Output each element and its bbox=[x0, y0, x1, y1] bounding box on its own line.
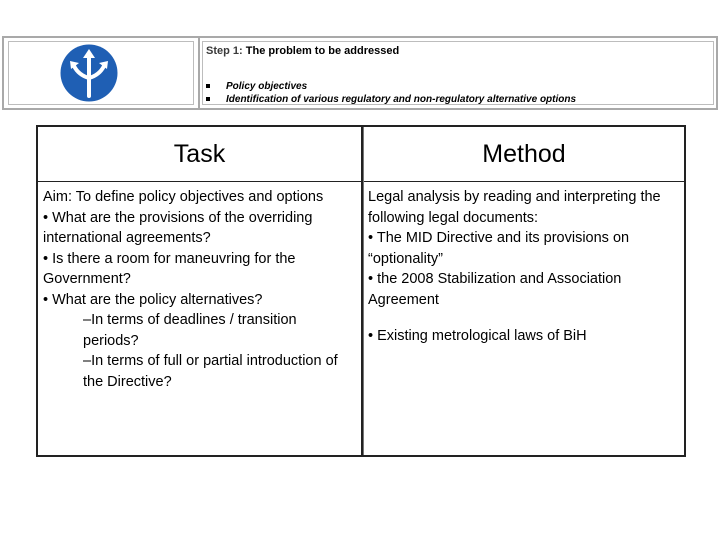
banner-icon-panel bbox=[4, 38, 200, 108]
task-line: • What are the provisions of the overriding international agreements? bbox=[43, 209, 313, 246]
step-label: Step 1: bbox=[206, 45, 243, 57]
method-line: • the 2008 Stabilization and Association Agreement bbox=[368, 271, 622, 308]
step-title: The problem to be addressed bbox=[245, 45, 400, 57]
task-cell bbox=[43, 187, 355, 392]
header-banner bbox=[2, 36, 718, 110]
method-header: Method bbox=[482, 139, 566, 168]
method-cell bbox=[368, 187, 680, 347]
task-subline: –In terms of full or partial introduction of the Directive? bbox=[83, 353, 338, 390]
task-line: Aim: To define policy objectives and options bbox=[43, 189, 324, 205]
directions-sign-icon bbox=[58, 42, 120, 104]
task-line: • What are the policy alternatives? bbox=[43, 291, 263, 308]
method-line: • The MID Directive and its provisions on “optionality” bbox=[368, 230, 630, 267]
step-heading bbox=[206, 45, 399, 57]
objective-item: Policy objectives bbox=[206, 80, 576, 93]
task-header: Task bbox=[173, 139, 226, 168]
task-subline: –In terms of deadlines / transition periods? bbox=[83, 312, 297, 349]
task-line: • Is there a room for maneuvring for the Government? bbox=[43, 250, 296, 287]
method-line: • Existing metrological laws of BiH bbox=[368, 328, 587, 344]
banner-text-panel bbox=[200, 38, 716, 108]
objective-list bbox=[206, 80, 576, 106]
method-line: Legal analysis by reading and interpreting the following legal documents: bbox=[368, 189, 661, 226]
task-method-table bbox=[36, 125, 686, 457]
objective-item: Identification of various regulatory and non-regulatory alternative options bbox=[206, 93, 576, 106]
